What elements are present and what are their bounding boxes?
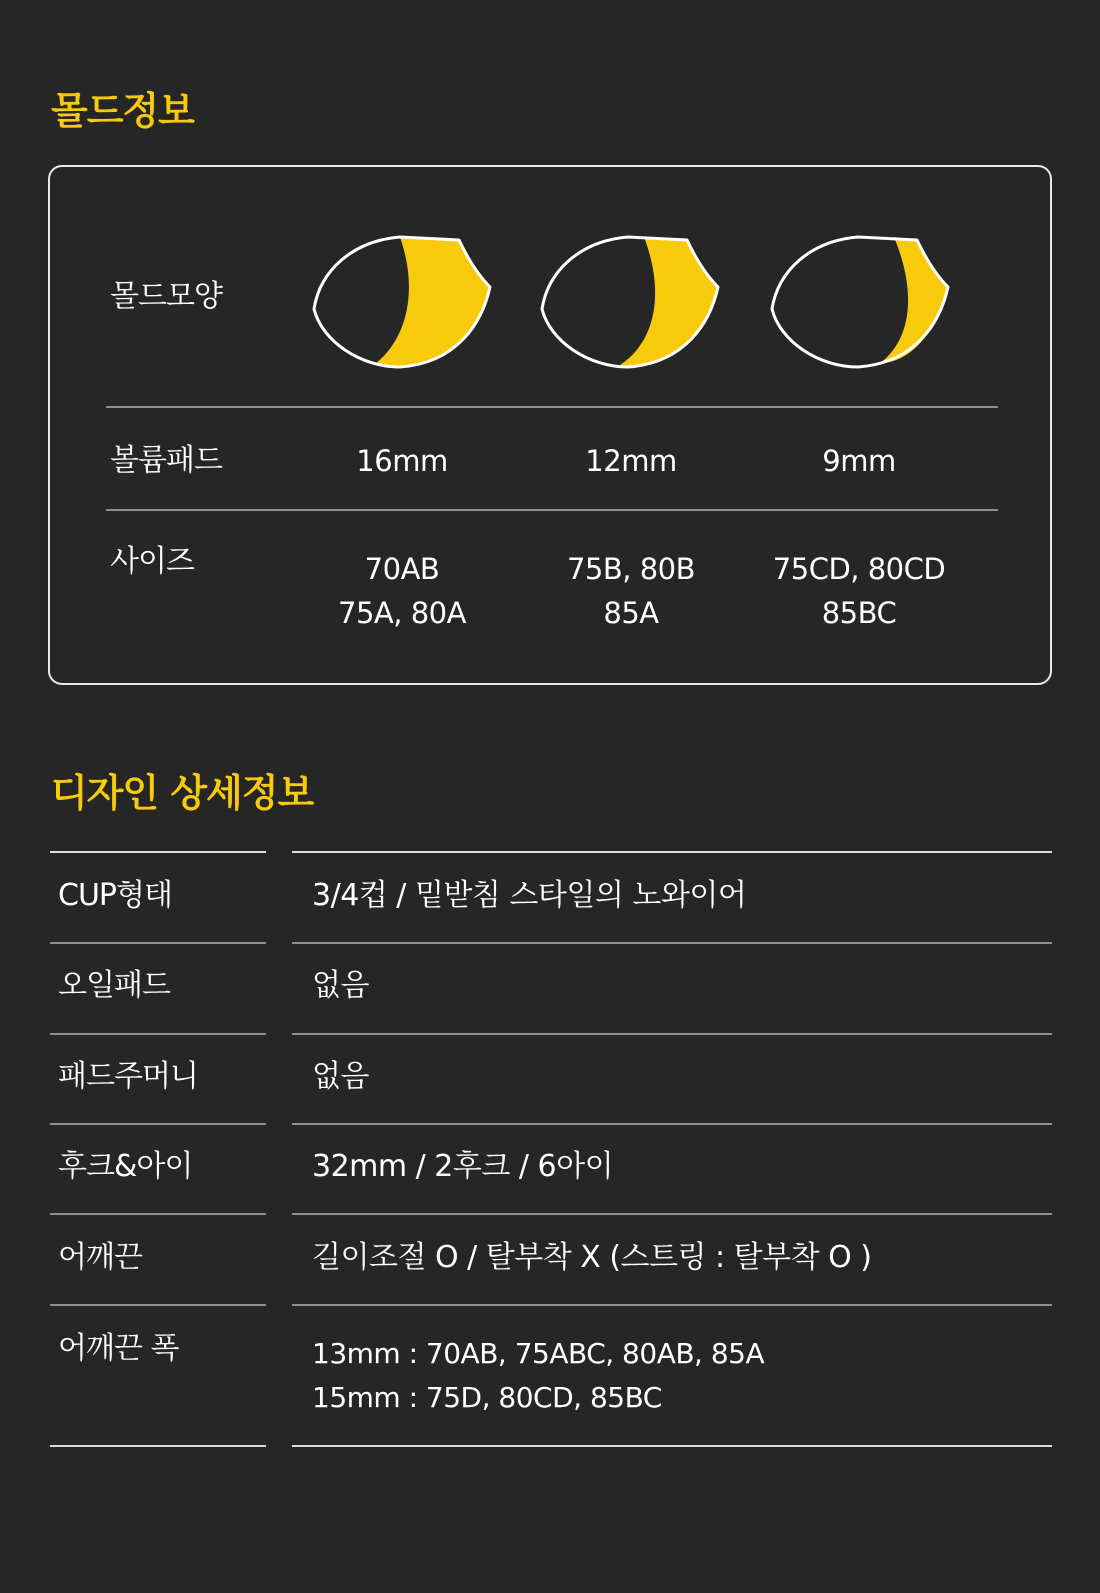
spec-value: 3/4컵 / 밑받침 스타일의 노와이어 (312, 878, 747, 913)
size-line: 75B, 80B (566, 552, 696, 586)
spec-label: 후크&아이 (58, 1149, 193, 1184)
volume-pad-9mm: 9mm (822, 444, 896, 478)
size-cell-col3 (759, 547, 959, 635)
spec-value: 32mm / 2후크 / 6아이 (312, 1149, 614, 1184)
row-rule (292, 1304, 1052, 1306)
mold-divider (106, 509, 998, 511)
spec-label: 오일패드 (58, 968, 170, 1003)
mold-info-card (48, 165, 1052, 685)
size-line: 85BC (821, 596, 897, 630)
row-rule (50, 1213, 266, 1215)
table-bottom-rule (50, 1445, 266, 1447)
volume-pad-label: 볼륨패드 (110, 443, 222, 478)
row-rule (292, 1123, 1052, 1125)
row-rule (292, 1213, 1052, 1215)
row-rule (292, 1033, 1052, 1035)
mold-cup-12mm-icon (540, 231, 730, 377)
mold-shape-label: 몰드모양 (110, 279, 222, 314)
spec-label: 어깨끈 폭 (58, 1331, 179, 1366)
row-rule (50, 1304, 266, 1306)
row-rule (50, 1123, 266, 1125)
row-rule (50, 942, 266, 944)
spec-label: 어깨끈 (58, 1240, 142, 1275)
row-rule (50, 1033, 266, 1035)
spec-value: 길이조절 O / 탈부착 X (스트링 : 탈부착 O ) (312, 1240, 872, 1275)
row-rule (292, 942, 1052, 944)
table-top-rule (292, 851, 1052, 853)
spec-value: 없음 (312, 968, 369, 1003)
size-cell-col2 (531, 547, 731, 635)
design-detail-title: 디자인 상세정보 (51, 771, 314, 815)
mold-cup-16mm-icon (312, 231, 502, 377)
table-top-rule (50, 851, 266, 853)
spec-label: 패드주머니 (58, 1059, 198, 1094)
size-line: 85A (603, 596, 659, 630)
volume-pad-12mm: 12mm (585, 444, 677, 478)
mold-info-title: 몰드정보 (51, 89, 194, 133)
size-line: 70AB (364, 552, 440, 586)
size-line: 75CD, 80CD (772, 552, 946, 586)
size-label: 사이즈 (110, 544, 194, 579)
strap-width-line: 15mm : 75D, 80CD, 85BC (312, 1381, 662, 1414)
mold-divider (106, 406, 998, 408)
table-bottom-rule (292, 1445, 1052, 1447)
spec-value (312, 1332, 764, 1420)
size-cell-col1 (302, 547, 502, 635)
volume-pad-16mm: 16mm (356, 444, 448, 478)
spec-value: 없음 (312, 1059, 369, 1094)
size-line: 75A, 80A (338, 596, 466, 630)
mold-cup-9mm-icon (770, 231, 960, 377)
spec-label: CUP형태 (58, 878, 172, 913)
strap-width-line: 13mm : 70AB, 75ABC, 80AB, 85A (312, 1337, 765, 1370)
